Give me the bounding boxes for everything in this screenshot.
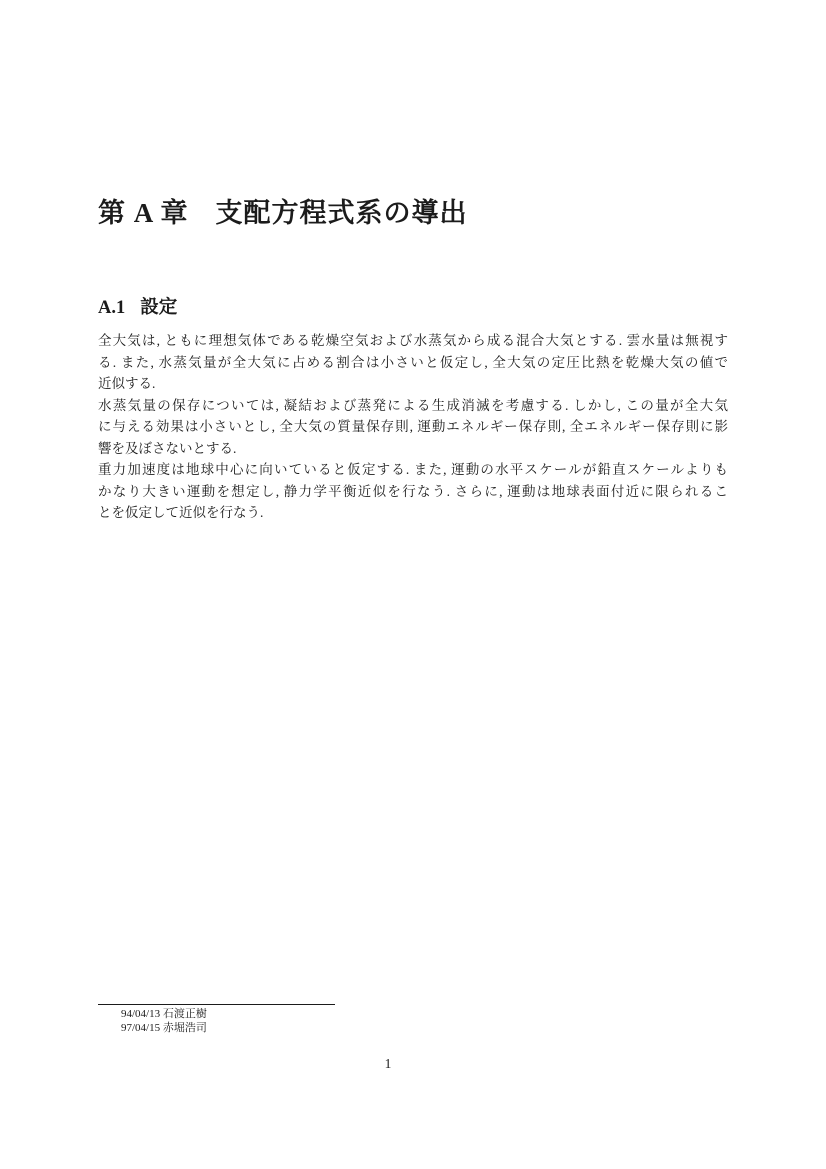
footnote — [121, 1008, 207, 1035]
body-line: る. また, 水蒸気量が全大気に占める割合は小さいと仮定し, 全大気の定圧比熱を乾燥大気の値で — [98, 354, 728, 370]
chapter-number: 第 A 章 — [98, 198, 189, 228]
page-number: 1 — [384, 1056, 392, 1071]
body-line: 響を及ぼさないとする. — [98, 440, 237, 456]
section-title: 設定 — [140, 298, 178, 318]
section-number: A.1 — [98, 298, 126, 318]
body-line: に与える効果は小さいとし, 全大気の質量保存則, 運動エネルギー保存則, 全エネルギー保存則に影 — [98, 419, 728, 434]
chapter-heading — [98, 191, 468, 230]
footnote-entry: 97/04/15 赤堀浩司 — [121, 1021, 207, 1034]
body-line: 重力加速度は地球中心に向いていると仮定する. また, 運動の水平スケールが鉛直スケールよりも — [98, 462, 728, 477]
paragraph — [98, 395, 728, 460]
footnote-entry: 94/04/13 石渡正樹 — [121, 1008, 207, 1020]
paragraph — [98, 459, 728, 524]
body-text — [98, 330, 728, 524]
section-heading — [98, 293, 177, 319]
footnote-rule — [98, 1004, 335, 1005]
body-line: 水蒸気量の保存については, 凝結および蒸発による生成消滅を考慮する. しかし, この量が全大気 — [98, 397, 728, 413]
body-line: とを仮定して近似を行なう. — [98, 505, 264, 520]
body-line: 全大気は, ともに理想気体である乾燥空気および水蒸気から成る混合大気とする. 雲水量は無視す — [98, 333, 728, 348]
body-line: かなり大きい運動を想定し, 静力学平衡近似を行なう. さらに, 運動は地球表面付近に限られるこ — [98, 483, 728, 499]
paragraph — [98, 330, 728, 395]
body-line: 近似する. — [98, 376, 156, 391]
chapter-title: 支配方程式系の導出 — [215, 198, 468, 228]
